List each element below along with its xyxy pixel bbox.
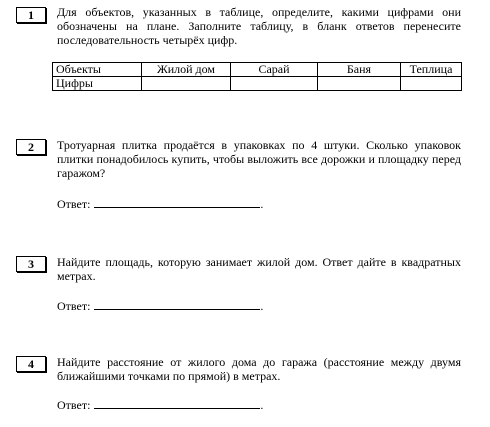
- digit-cell-house[interactable]: [142, 77, 231, 91]
- task-text: Найдите расстояние от жилого дома до гаража (расстояние между двумя ближайшими точками по прямой) в метрах.: [57, 355, 461, 383]
- answer-row: [57, 298, 263, 313]
- task-number-box: 3: [16, 256, 46, 272]
- row-label-digits: Цифры: [53, 77, 142, 91]
- table-row: [53, 63, 462, 77]
- task-number-box: 1: [16, 7, 46, 23]
- answer-end: .: [260, 197, 264, 211]
- task-text: Найдите площадь, которую занимает жилой дом. Ответ дайте в квадратных метрах.: [57, 255, 461, 283]
- column-house: Жилой дом: [142, 63, 231, 77]
- answer-label: Ответ:: [57, 398, 91, 412]
- answer-label: Ответ:: [57, 299, 91, 313]
- answer-line[interactable]: [94, 397, 260, 409]
- column-shed: Сарай: [231, 63, 318, 77]
- objects-table: [52, 62, 462, 91]
- task-text: Тротуарная плитка продаётся в упаковках по 4 штуки. Сколько упаковок плитки понадобилось купить, чтобы выложить все дорожки и площадку перед гаражом?: [57, 138, 461, 180]
- task-text: Для объектов, указанных в таблице, определите, какими цифрами они обозначены на плане. Заполните таблицу, в бланк ответов перенесите последовательность четырёх цифр.: [57, 5, 461, 47]
- digit-cell-shed[interactable]: [231, 77, 318, 91]
- answer-label: Ответ:: [57, 197, 91, 211]
- table-row: [53, 77, 462, 91]
- task-number-box: 2: [16, 139, 46, 155]
- answer-end: .: [260, 398, 264, 412]
- answer-line[interactable]: [94, 196, 260, 208]
- task-number-box: 4: [16, 356, 46, 372]
- answer-row: [57, 196, 263, 211]
- answer-row: [57, 397, 263, 412]
- column-greenhouse: Теплица: [401, 63, 462, 77]
- row-label-objects: Объекты: [53, 63, 142, 77]
- column-bathhouse: Баня: [318, 63, 401, 77]
- digit-cell-greenhouse[interactable]: [401, 77, 462, 91]
- digit-cell-bathhouse[interactable]: [318, 77, 401, 91]
- answer-line[interactable]: [94, 298, 260, 310]
- answer-end: .: [260, 299, 264, 313]
